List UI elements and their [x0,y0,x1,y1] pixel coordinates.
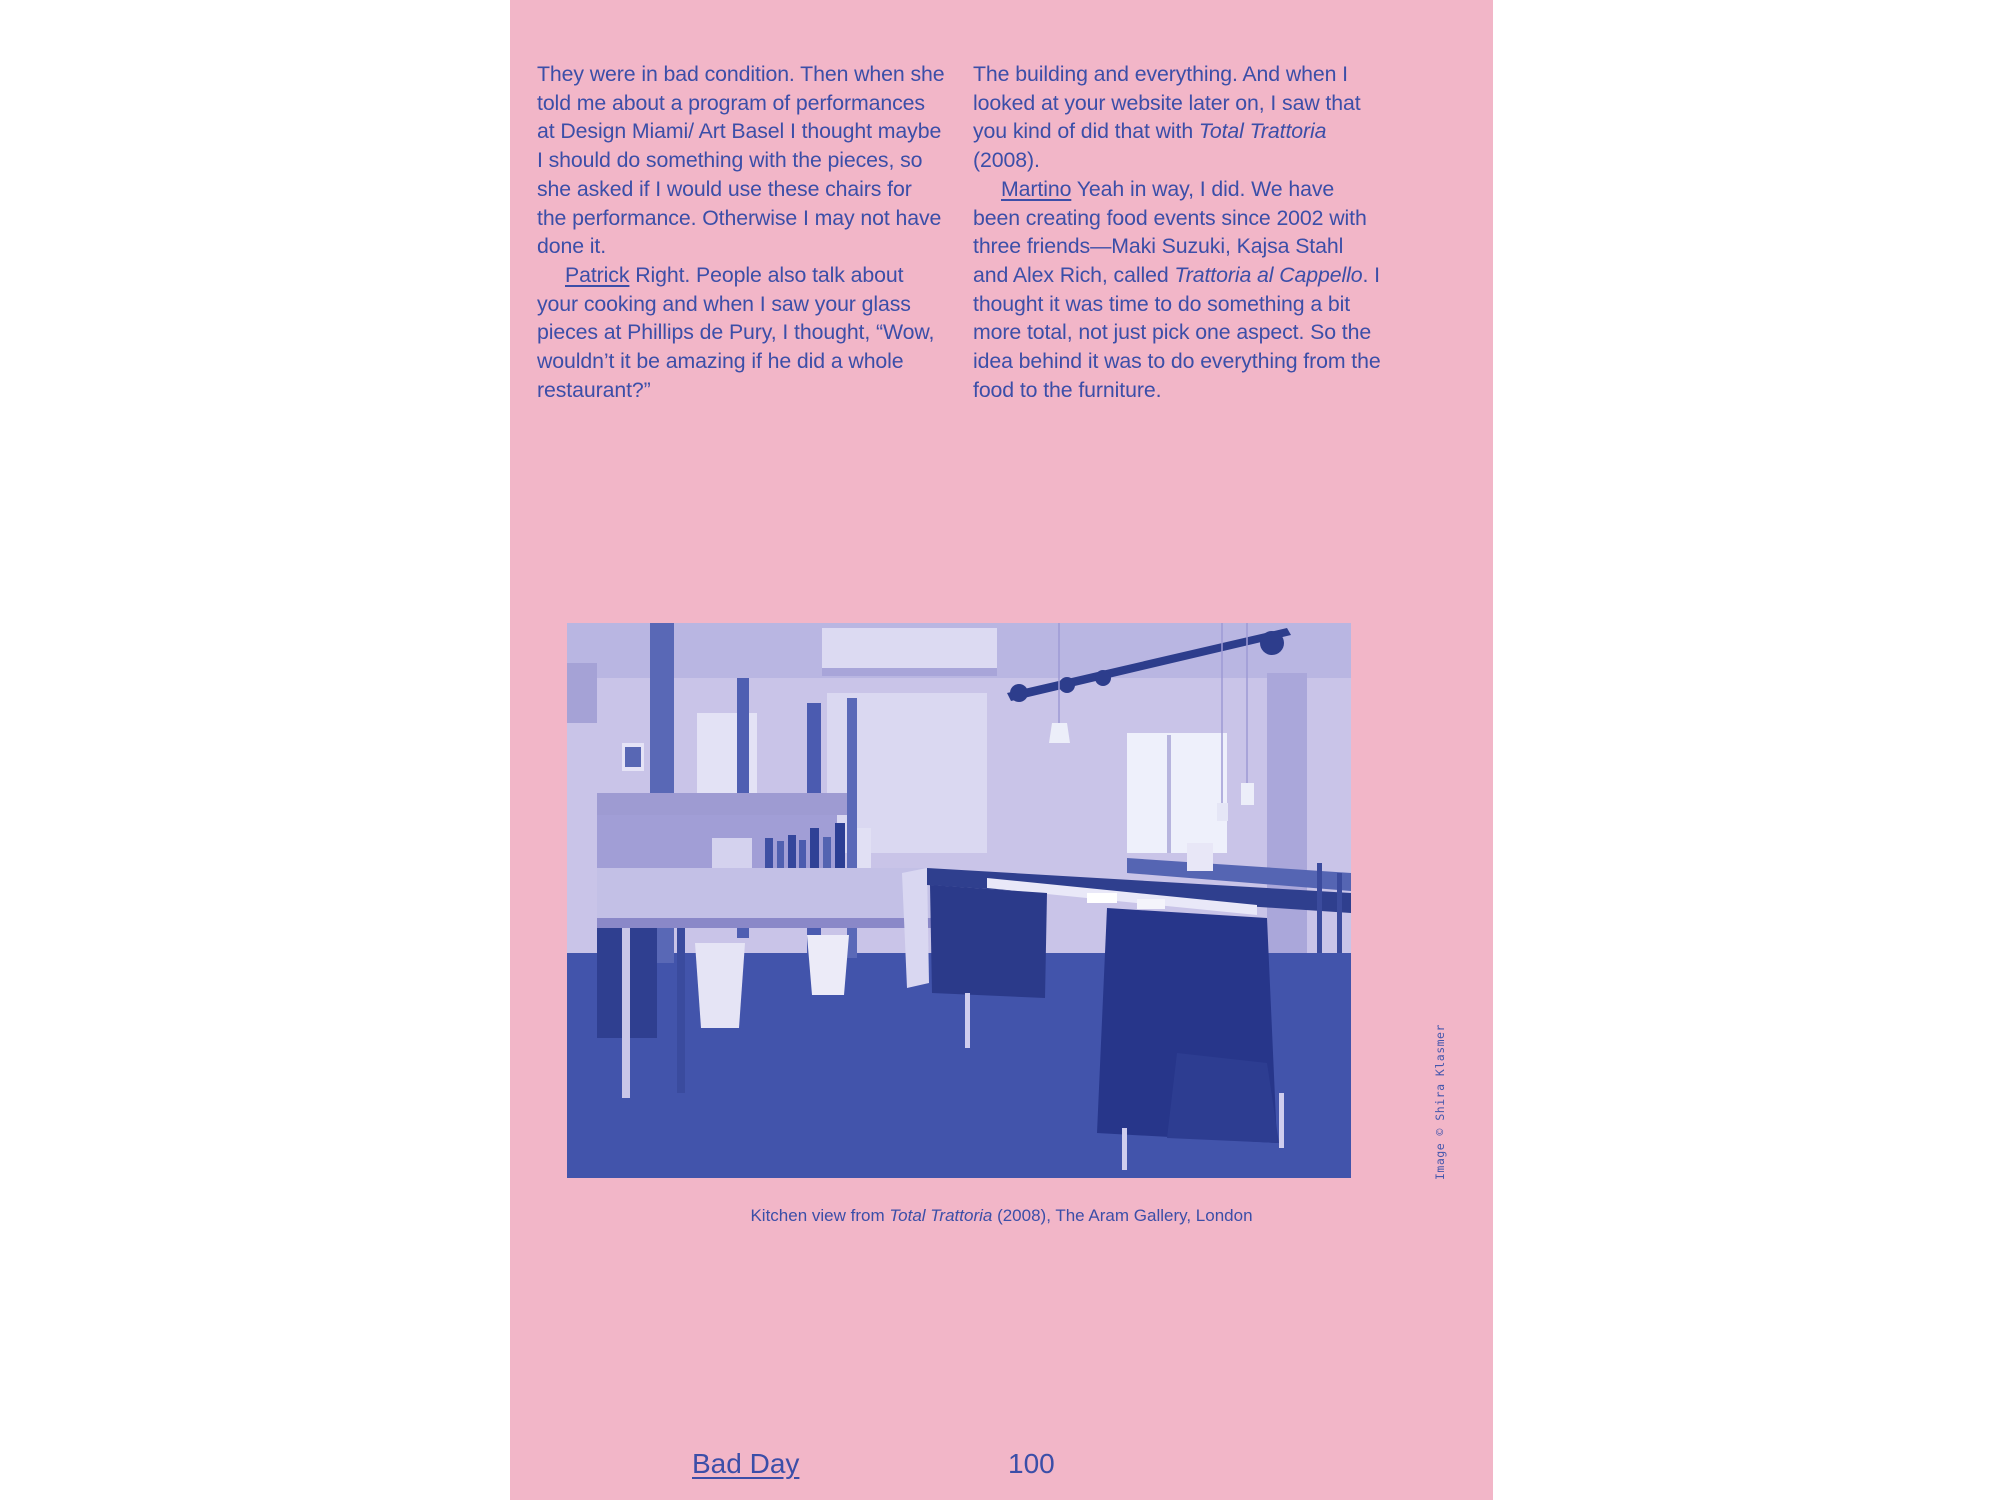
page-number: 100 [1008,1448,1055,1479]
paragraph [537,261,945,405]
speaker-name: Patrick [565,262,630,287]
speech-text: Right. People also talk about your cooking and when I saw your glass pieces at Phillips de Pury, I thought, “Wow, wouldn’t it be amazing if he did a whole restaurant?” [537,262,935,402]
right-text-column [973,60,1381,404]
caption-text: Kitchen view from [750,1206,890,1225]
image-credit: Image © Shira Klasmer [1433,1024,1447,1180]
work-title: Total Trattoria [1198,119,1327,144]
photo-caption [510,1205,1493,1227]
speech-text: The building and everything. And when I looked at your website later on, I saw that you kind of did that with [973,62,1361,144]
caption-work-title: Total Trattoria [889,1206,993,1225]
magazine-title: Bad Day [692,1448,800,1479]
paragraph [973,175,1381,405]
paragraph [973,60,1381,175]
paragraph: They were in bad condition. Then when she told me about a program of performances at Design Miami/ Art Basel I thought maybe I should do something with the pieces, so she asked if I would use these chairs for the performance. Otherwise I may not have done it. [537,62,945,259]
magazine-page [510,0,1493,1500]
kitchen-photo [567,623,1351,1178]
speech-text: (2008). [973,148,1040,173]
speech-text: . I thought it was time to do something a bit more total, not just pick one aspect. So the idea behind it was to do everything from the food to the furniture. [973,262,1381,402]
left-text-column [537,60,945,404]
project-title: Trattoria al Cappello [1174,262,1363,287]
speech-text: Yeah in way, I did. We have been creating food events since 2002 with three friends—Maki Suzuki, Kajsa Stahl and Alex Rich, called [973,176,1367,287]
speaker-name: Martino [1001,176,1072,201]
caption-text: (2008), The Aram Gallery, London [992,1206,1253,1225]
